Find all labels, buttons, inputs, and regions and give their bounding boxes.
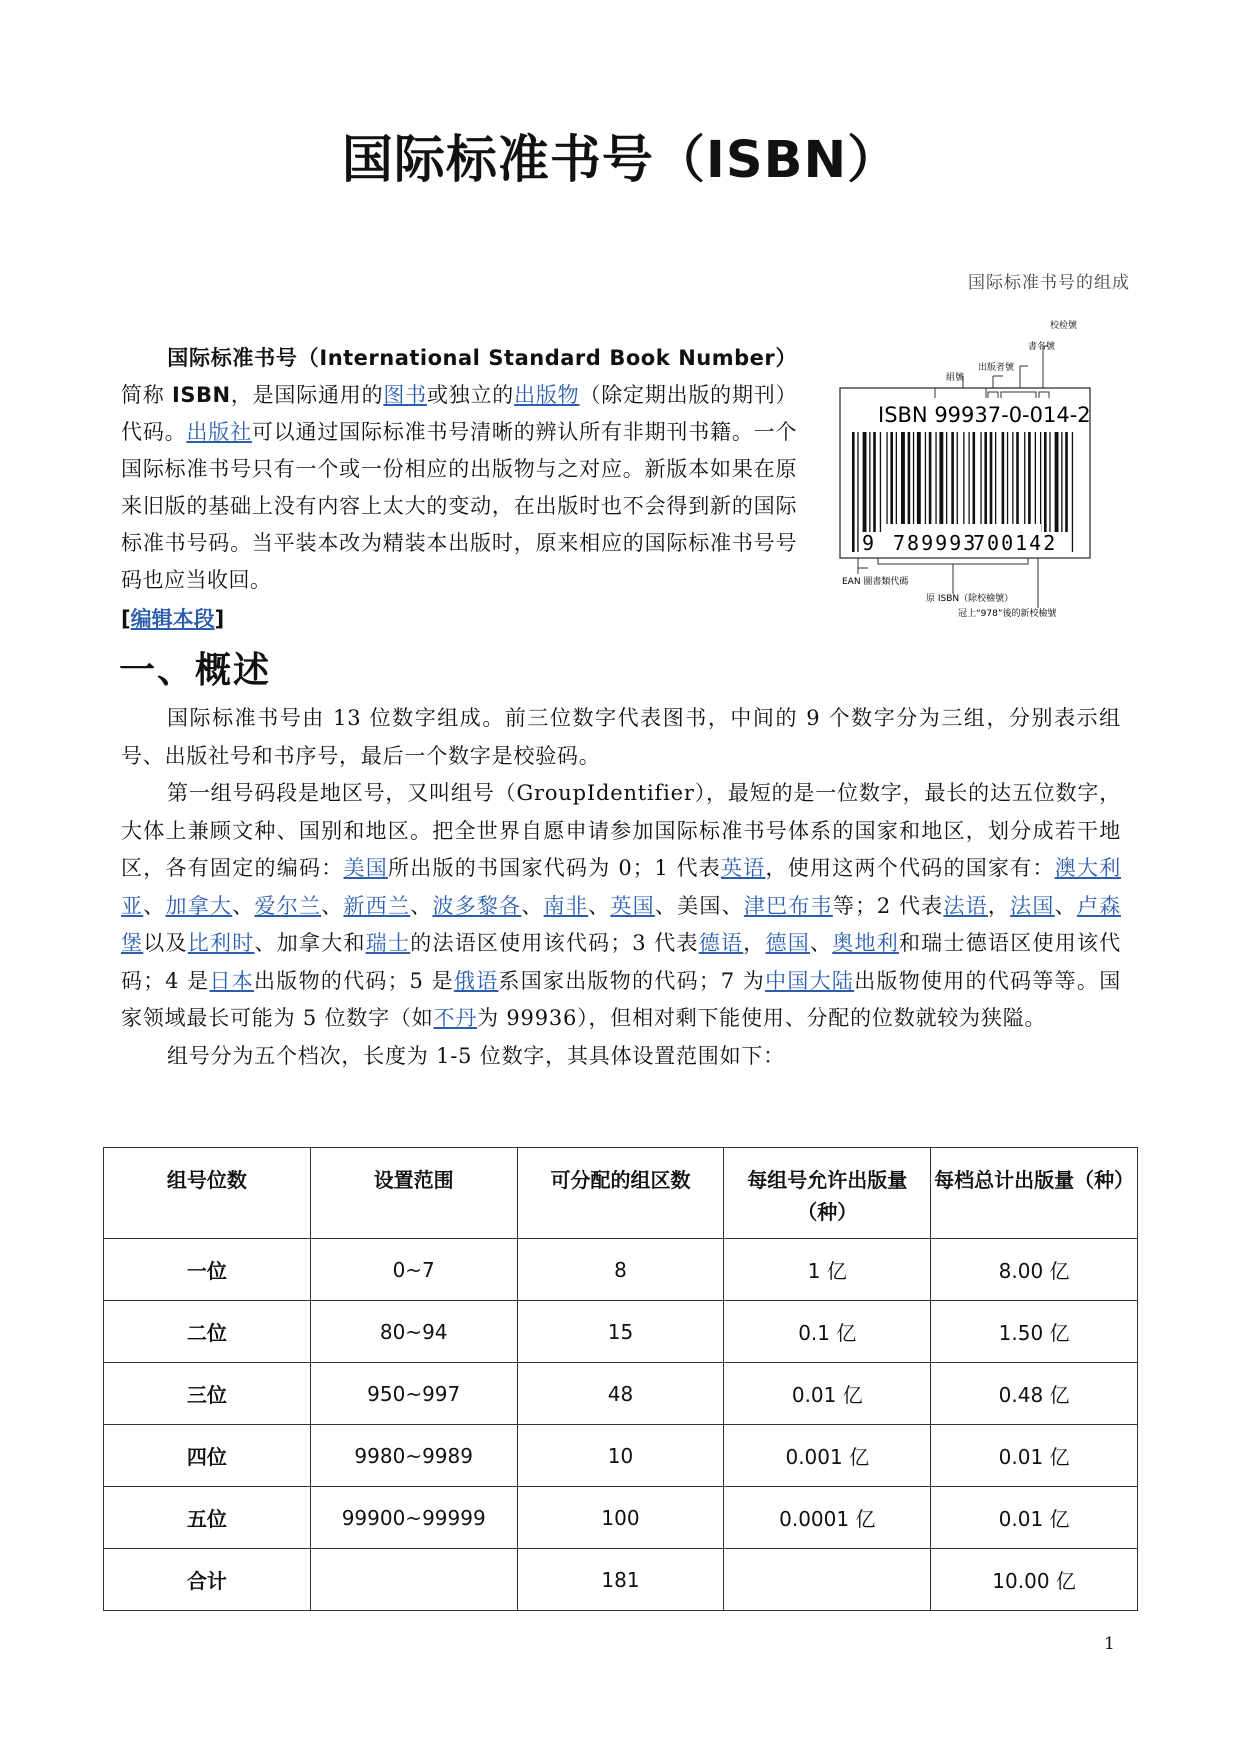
- p2-sep: 、: [410, 893, 433, 918]
- table-row: [104, 1363, 1138, 1425]
- link-russian[interactable]: 俄语: [453, 968, 499, 993]
- p2-text: 以及: [143, 931, 188, 955]
- barcode-bar: [1016, 432, 1019, 532]
- barcode-bar: [935, 432, 936, 532]
- barcode-bar: [1007, 432, 1008, 532]
- table-cell: 四位: [104, 1425, 311, 1487]
- barcode-bar: [957, 432, 958, 532]
- page-title: 国际标准书号（ISBN）: [341, 131, 900, 190]
- intro-paragraph: [121, 340, 797, 599]
- link-australia[interactable]: 澳大利亚: [121, 856, 1122, 918]
- barcode-bar: [1061, 432, 1062, 532]
- link-germany[interactable]: 德国: [765, 931, 811, 955]
- link-usa[interactable]: 美国: [343, 856, 388, 880]
- p2-text: 等；2 代表: [832, 893, 944, 918]
- link-puerto-rico[interactable]: 波多黎各: [432, 893, 522, 918]
- table-cell: 48: [517, 1363, 724, 1425]
- p2-sep: 、: [232, 893, 255, 918]
- paragraph-1: 国际标准书号由 13 位数字组成。前三位数字代表图书，中间的 9 个数字分为三组，分别表示组号、出版社号和书序号，最后一个数字是校验码。: [121, 706, 1121, 768]
- barcode-bar: [873, 432, 876, 532]
- table-header-row: [104, 1148, 1138, 1239]
- isbn-barcode-figure: [838, 318, 1100, 623]
- table-cell: 8.00 亿: [931, 1239, 1138, 1301]
- barcode-bar: [990, 432, 993, 532]
- barcode-bar: [929, 432, 932, 532]
- table-cell: 合计: [104, 1549, 311, 1611]
- barcode-bar: [1055, 432, 1059, 532]
- link-south-africa[interactable]: 南非: [543, 893, 589, 918]
- table-cell: 80~94: [310, 1301, 517, 1363]
- barcode-bar: [917, 432, 921, 532]
- link-publication[interactable]: 出版物: [514, 383, 580, 407]
- table-cell: 9980~9989: [310, 1425, 517, 1487]
- table-cell: 五位: [104, 1487, 311, 1549]
- p2-sep: 、: [143, 893, 166, 918]
- link-ireland[interactable]: 爱尔兰: [254, 893, 322, 918]
- intro-lead: 国际标准书号（International Standard Book Number）: [167, 346, 797, 370]
- intro-text-4: （除定期出版的期刊）代码。: [121, 383, 798, 444]
- barcode-bar: [973, 432, 976, 532]
- barcode-bar: [857, 432, 858, 552]
- p2-sep: 、: [588, 893, 611, 918]
- table-cell: 0.01 亿: [931, 1487, 1138, 1549]
- figure-caption: 国际标准书号的组成: [968, 273, 1130, 293]
- paragraph-3: 组号分为五个档次，长度为 1-5 位数字，其具体设置范围如下：: [167, 1043, 785, 1068]
- edit-bracket-open: [: [121, 607, 131, 631]
- table-cell: 0.01 亿: [724, 1363, 931, 1425]
- table-header-cell: 可分配的组区数: [517, 1148, 724, 1239]
- edit-bracket-close: ]: [214, 607, 225, 631]
- intro-text-3: 或独立的: [426, 383, 515, 407]
- link-german[interactable]: 德语: [698, 931, 744, 955]
- barcode-bar: [1028, 432, 1031, 532]
- p2-text: 为 99936），但相对剩下能使用、分配的位数就较为狭隘。: [477, 1006, 1047, 1030]
- table-cell: 8: [517, 1239, 724, 1301]
- group-number-label: 組號: [946, 373, 965, 383]
- table-cell: 0.1 亿: [724, 1301, 931, 1363]
- barcode-bar: [1035, 432, 1036, 532]
- table-header-cell: 每档总计出版量（种）: [931, 1148, 1138, 1239]
- p2-sep: ，: [987, 893, 1011, 918]
- table-cell: 15: [517, 1301, 724, 1363]
- p2-sep: 、: [810, 931, 833, 955]
- isbn-barcode-svg: [838, 318, 1100, 623]
- barcode-bar: [908, 432, 911, 532]
- link-japan[interactable]: 日本: [209, 968, 255, 993]
- barcode-bar: [1040, 432, 1041, 532]
- p2-text: 和瑞士德语区使用该代码；4 是: [121, 931, 1121, 993]
- link-publisher[interactable]: 出版社: [186, 420, 252, 444]
- p2-sep: 、: [321, 893, 344, 918]
- table-row: [104, 1301, 1138, 1363]
- barcode-bar: [1049, 432, 1050, 532]
- barcode-bar: [901, 432, 905, 532]
- table-row: [104, 1549, 1138, 1611]
- table-header-cell: 设置范围: [310, 1148, 517, 1239]
- barcode-bar: [896, 432, 897, 532]
- barcode-bar: [880, 432, 881, 532]
- group-number-table: [103, 1147, 1138, 1611]
- link-canada[interactable]: 加拿大: [165, 893, 233, 918]
- table-cell: [310, 1549, 517, 1611]
- link-bhutan[interactable]: 不丹: [433, 1006, 478, 1030]
- barcode-bar: [852, 432, 855, 552]
- publisher-number-label: 出版者號: [978, 363, 1015, 373]
- barcode-bar: [1044, 432, 1047, 532]
- link-luxembourg[interactable]: 卢森堡: [121, 893, 1121, 955]
- p2-text: 的法语区使用该代码；3 代表: [410, 931, 699, 955]
- table-cell: 10: [517, 1425, 724, 1487]
- barcode-bar: [913, 432, 914, 532]
- table-row: [104, 1239, 1138, 1301]
- p2-text: 所出版的书国家代码为 0；1 代表: [388, 856, 721, 880]
- new-check-digit-label: 冠上“978”後的新校檢號: [958, 609, 1057, 619]
- page-number: 1: [1104, 1634, 1115, 1654]
- intro-text-5: 可以通过国际标准书号清晰的辨认所有非期刊书籍。一个国际标准书号只有一个或一份相应的出版物与之对应。新版本如果在原来旧版的基础上没有内容上太大的变动，在出版时也不会得到新的国际标准书号码。当平装本改为精装本出版时，原来相应的国际标准书号号码也应当收回。: [121, 420, 798, 592]
- table-row: [104, 1487, 1138, 1549]
- p2-sep: 、: [1054, 893, 1077, 918]
- p2-sep: 、: [521, 893, 544, 918]
- table-cell: 1.50 亿: [931, 1301, 1138, 1363]
- barcode-bar: [863, 432, 867, 532]
- table-cell: 950~997: [310, 1363, 517, 1425]
- link-french[interactable]: 法语: [943, 893, 988, 918]
- overview-body: [121, 700, 1121, 1075]
- barcode-bar: [969, 432, 970, 532]
- barcode-digit-group1: 789993: [893, 531, 978, 555]
- barcode-bar: [995, 432, 996, 532]
- intro-text-1: 简称: [121, 383, 173, 407]
- barcode-bar: [1024, 432, 1025, 532]
- barcode-digit-group2: 700142: [973, 531, 1058, 555]
- p2-text: 出版物使用的代码等等。国家领域最长可能为 5 位数字（如: [121, 968, 1122, 1030]
- link-austria[interactable]: 奥地利: [832, 931, 899, 955]
- ean-code-label: EAN 圖書類代碼: [842, 577, 909, 587]
- barcode-bar: [1072, 432, 1073, 552]
- p2-text: 第一组号码段是地区号，又叫组号（GroupIdentifier），最短的是一位数字，最长的达五位数字，大体上兼顾文种、国别和地区。把全世界自愿申请参加国际标准书号体系的国家和地区，划分成若干地区，各有固定的编码：: [121, 781, 1121, 880]
- link-france[interactable]: 法国: [1010, 893, 1055, 918]
- table-cell: 10.00 亿: [931, 1549, 1138, 1611]
- section-heading: 一、概述: [119, 650, 272, 691]
- table-cell: 1 亿: [724, 1239, 931, 1301]
- link-mainland-china[interactable]: 中国大陆: [765, 968, 855, 993]
- p2-text: 、加拿大和: [254, 931, 366, 955]
- barcode-bar: [939, 432, 943, 532]
- link-belgium[interactable]: 比利时: [187, 931, 255, 955]
- original-isbn-label: 原 ISBN（除校檢號）: [926, 594, 1014, 604]
- table-cell: 100: [517, 1487, 724, 1549]
- barcode-bar: [984, 432, 987, 532]
- title-number-label: 書名號: [1028, 342, 1056, 352]
- barcode-bar: [946, 432, 947, 532]
- table-cell: 二位: [104, 1301, 311, 1363]
- table-header-cell: 每组号允许出版量（种）: [724, 1148, 931, 1239]
- barcode-bar: [869, 432, 870, 532]
- barcode-bar: [886, 432, 887, 532]
- isbn-number-text: ISBN 99937-0-014-2: [878, 403, 1091, 427]
- edit-section-link[interactable]: 编辑本段: [130, 607, 215, 631]
- p2-sep: ，: [743, 931, 766, 955]
- table-cell: 0.0001 亿: [724, 1487, 931, 1549]
- p2-text: 系国家出版物的代码；7 为: [498, 968, 766, 993]
- link-english[interactable]: 英语: [720, 856, 766, 880]
- link-new-zealand[interactable]: 新西兰: [343, 893, 411, 918]
- barcode-bar: [890, 432, 893, 532]
- edit-section: [121, 603, 224, 633]
- paragraph-2: [121, 775, 1121, 1038]
- table-cell: 三位: [104, 1363, 311, 1425]
- barcode-bar: [980, 432, 981, 532]
- table-cell: 181: [517, 1549, 724, 1611]
- table-header-cell: 组号位数: [104, 1148, 311, 1239]
- table-cell: 0.01 亿: [931, 1425, 1138, 1487]
- table-cell: 一位: [104, 1239, 311, 1301]
- p2-text: ，使用这两个代码的国家有：: [765, 856, 1055, 880]
- intro-text-2: ，是国际通用的: [230, 383, 384, 407]
- link-switzerland[interactable]: 瑞士: [365, 931, 411, 955]
- link-uk[interactable]: 英国: [610, 893, 655, 918]
- table-cell: 99900~99999: [310, 1487, 517, 1549]
- barcode-bar: [1065, 432, 1068, 532]
- table-cell: 0.48 亿: [931, 1363, 1138, 1425]
- barcode-digit-prefix: 9: [862, 531, 875, 555]
- table-cell: [724, 1549, 931, 1611]
- table-cell: 0~7: [310, 1239, 517, 1301]
- table-row: [104, 1425, 1138, 1487]
- table-cell: 0.001 亿: [724, 1425, 931, 1487]
- barcode-bar: [925, 432, 926, 532]
- check-digit-label: 校检號: [1050, 321, 1078, 331]
- link-book[interactable]: 图书: [383, 383, 427, 407]
- p2-text: 、美国、: [654, 893, 744, 918]
- barcode-bar: [1012, 432, 1013, 532]
- barcode-bar: [951, 432, 954, 532]
- intro-isbn-bold: ISBN: [172, 383, 231, 407]
- link-zimbabwe[interactable]: 津巴布韦: [743, 893, 833, 918]
- barcode-bar: [1002, 432, 1005, 532]
- p2-text: 出版物的代码；5 是: [254, 968, 454, 993]
